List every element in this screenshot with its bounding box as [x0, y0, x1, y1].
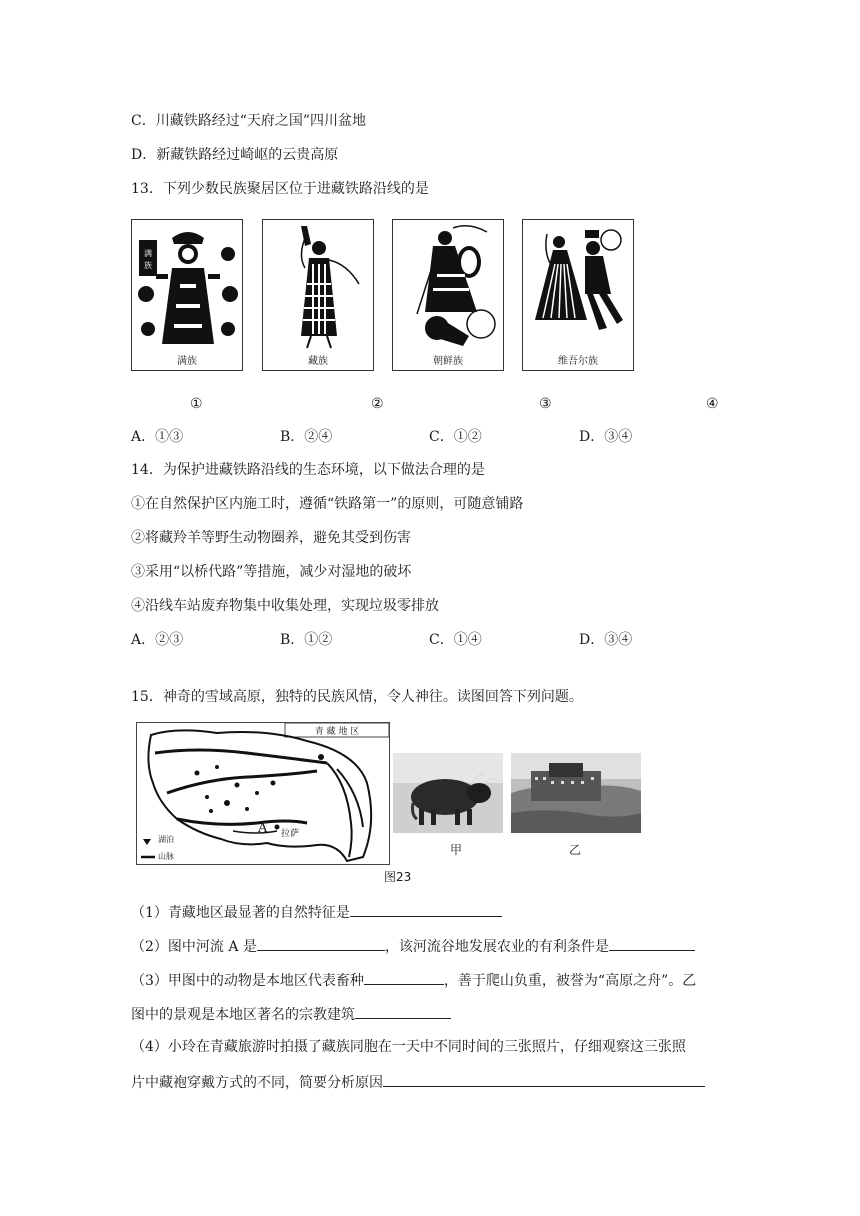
answer-blank[interactable]: [350, 901, 502, 917]
q15-part-2-text-a: （2）图中河流 A 是: [131, 939, 257, 955]
q13-number-1: ①: [190, 396, 203, 412]
yak-photo-icon: [393, 753, 503, 833]
answer-blank[interactable]: [364, 969, 444, 985]
q14-option-c: C．①④: [429, 632, 482, 648]
photo-yak: [393, 753, 503, 833]
q15-part-1: [131, 901, 502, 923]
answer-blank[interactable]: [609, 935, 695, 951]
card-korean: [392, 219, 504, 371]
manchu-stamp-bottom: 族: [144, 261, 152, 270]
q14-stem: 14．为保护进藏铁路沿线的生态环境，以下做法合理的是: [131, 462, 485, 478]
q12-option-c: C．川藏铁路经过“天府之国”四川盆地: [131, 113, 367, 129]
q13-number-4: ④: [706, 396, 719, 412]
answer-blank[interactable]: [257, 935, 385, 951]
korean-drum-dancer-icon: [397, 224, 501, 352]
card-uyghur: [522, 219, 634, 371]
card-manchu: [131, 219, 243, 371]
q13-option-c: C．①②: [429, 429, 482, 445]
q12-option-d: D．新藏铁路经过崎岖的云贵高原: [131, 147, 339, 163]
legend-mountain-label: 山脉: [158, 852, 174, 861]
q15-part-3-cont: [131, 1003, 451, 1025]
q15-part-4: [131, 1037, 686, 1057]
q13-number-3: ③: [539, 396, 552, 412]
card-caption: 朝鲜族: [433, 356, 463, 367]
map-drawing: [137, 723, 389, 864]
qinghai-tibet-map: [136, 722, 390, 865]
q15-part-4-cont: [131, 1071, 705, 1093]
q13-option-b: B．②④: [280, 429, 333, 445]
map-letter-a: A: [258, 821, 268, 836]
photo-potala: [511, 753, 641, 833]
q15-part-4-text-b: 片中藏袍穿戴方式的不同，简要分析原因: [131, 1075, 383, 1091]
q15-part-1-text: （1）青藏地区最显著的自然特征是: [131, 905, 350, 921]
photo-yi-caption: 乙: [569, 843, 582, 857]
q15-part-3-text-b: ，善于爬山负重，被誉为“高原之舟”。乙: [443, 973, 697, 989]
q15-part-2: [131, 935, 695, 957]
map-city-lhasa: 拉萨: [281, 829, 300, 839]
q13-option-a: A．①③: [131, 429, 184, 445]
q13-number-2: ②: [371, 396, 384, 412]
q13-option-d: D．③④: [579, 429, 633, 445]
q14-statement-3: ③采用“以桥代路”等措施，减少对湿地的破坏: [131, 564, 412, 580]
figure-label: 图23: [384, 870, 412, 884]
q14-option-a: A．②③: [131, 632, 184, 648]
potala-palace-photo-icon: [511, 753, 641, 833]
q15-part-2-text-b: ，该河流谷地发展农业的有利条件是: [384, 939, 609, 955]
manchu-stamp-top: 满: [144, 249, 152, 258]
photo-jia-caption: 甲: [450, 843, 463, 857]
card-caption: 满族: [177, 356, 197, 367]
q14-statement-4: ④沿线车站废弃物集中收集处理，实现垃圾零排放: [131, 598, 439, 614]
q15-part-3-text-c: 图中的景观是本地区著名的宗教建筑: [131, 1007, 355, 1023]
q15-part-3: [131, 969, 696, 991]
q13-stem: 13．下列少数民族聚居区位于进藏铁路沿线的是: [131, 181, 429, 197]
q14-statement-2: ②将藏羚羊等野生动物圈养，避免其受到伤害: [131, 530, 411, 546]
q15-stem: 15．神奇的雪域高原，独特的民族风情，令人神往。读图回答下列问题。: [131, 689, 583, 705]
card-tibetan: [262, 219, 374, 371]
card-caption: 维吾尔族: [558, 356, 598, 367]
q15-part-3-text-a: （3）甲图中的动物是本地区代表畜种: [131, 973, 364, 989]
q14-option-b: B．①②: [280, 632, 333, 648]
map-title: 青 藏 地 区: [314, 727, 360, 737]
card-caption: 藏族: [308, 356, 328, 367]
q14-statement-1: ①在自然保护区内施工时，遵循“铁路第一”的原则，可随意铺路: [131, 496, 524, 512]
answer-blank[interactable]: [383, 1071, 705, 1087]
manchu-papercut-icon: [136, 224, 240, 352]
tibetan-dancer-icon: [267, 224, 371, 352]
q14-option-d: D．③④: [579, 632, 633, 648]
uyghur-dancers-icon: [527, 224, 631, 352]
legend-lake-label: 湖泊: [158, 835, 174, 844]
q15-part-4-text-a: （4）小玲在青藏旅游时拍摄了藏族同胞在一天中不同时间的三张照片，仔细观察这三张照: [131, 1039, 686, 1055]
answer-blank[interactable]: [355, 1003, 451, 1019]
